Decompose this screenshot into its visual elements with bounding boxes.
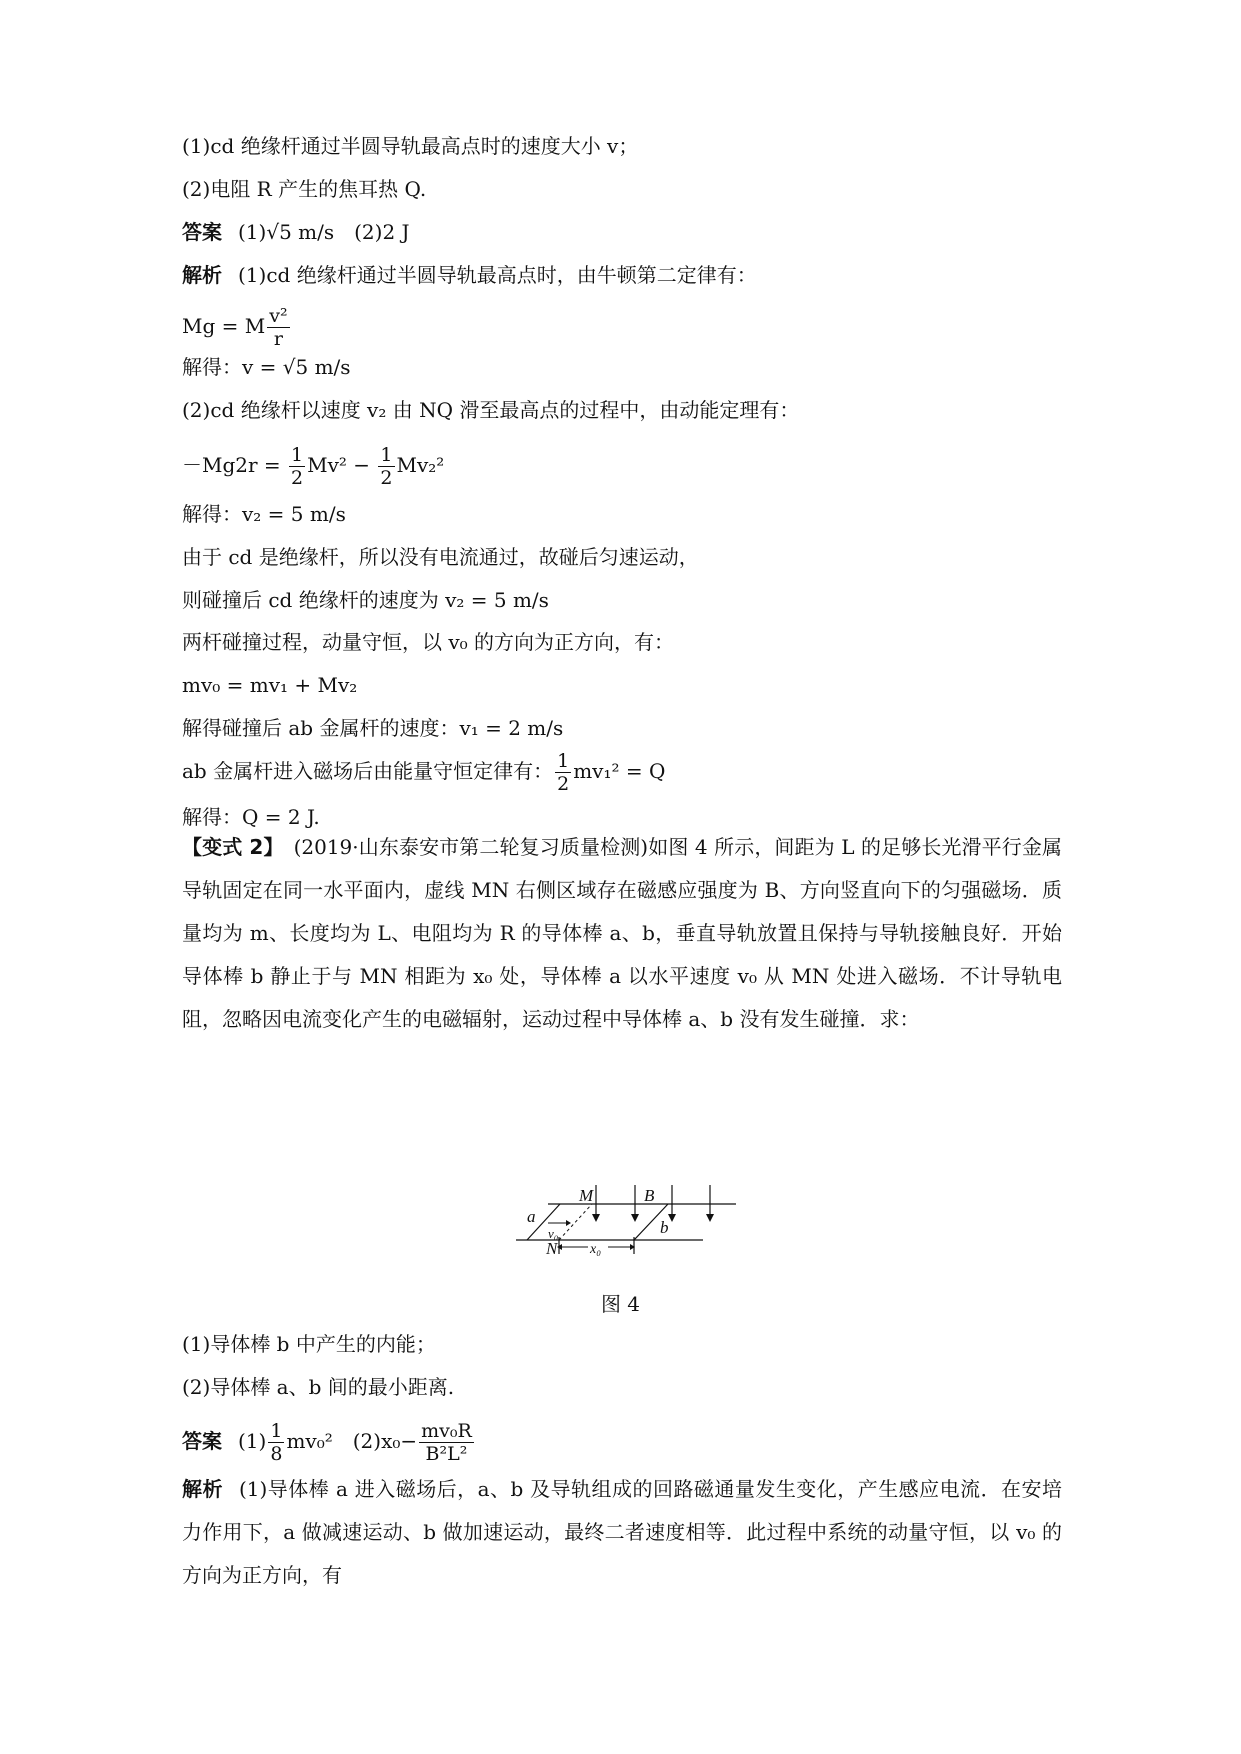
- analysis-text: (1)cd 绝缘杆通过半圆导轨最高点时，由牛顿第二定律有：: [238, 263, 757, 287]
- answer-label: 答案: [182, 220, 222, 244]
- question-4: (2)导体棒 a、b 间的最小距离.: [182, 1375, 455, 1399]
- label-B: B: [644, 1186, 655, 1205]
- analysis-line: (2)cd 绝缘杆以速度 v₂ 由 NQ 滑至最高点的过程中，由动能定理有：: [182, 398, 800, 422]
- label-v0: v₀: [548, 1226, 559, 1241]
- denominator: 2: [291, 467, 304, 489]
- equation-3: [182, 750, 665, 795]
- eq-text: ab 金属杆进入磁场后由能量守恒定律有：: [182, 759, 554, 783]
- analysis-2: [182, 1468, 1062, 1597]
- equation-1: [182, 305, 292, 350]
- numerator: 1: [291, 444, 304, 466]
- question-2: (2)电阻 R 产生的焦耳热 Q.: [182, 177, 427, 201]
- label-x0: x₀: [590, 1242, 602, 1257]
- eq-text: Mg = M: [182, 314, 266, 338]
- figure-4-diagram: [500, 1180, 750, 1270]
- answer-1: [182, 220, 410, 244]
- analysis-line: 则碰撞后 cd 绝缘杆的速度为 v₂ = 5 m/s: [182, 588, 549, 612]
- label-N: N: [546, 1239, 558, 1258]
- answer-label: 答案: [182, 1429, 222, 1453]
- fraction: [555, 750, 571, 795]
- variant-problem: [182, 826, 1062, 1041]
- analysis-line: 两杆碰撞过程，动量守恒，以 v₀ 的方向为正方向，有：: [182, 630, 675, 654]
- fraction: [268, 1420, 284, 1465]
- eq-text: －Mg2r =: [182, 453, 288, 477]
- numerator: 1: [557, 750, 570, 772]
- denominator: r: [273, 328, 283, 350]
- eq-text: mv₁² = Q: [573, 759, 666, 783]
- figure-caption: 图 4: [600, 1292, 641, 1316]
- label-M: M: [579, 1186, 594, 1205]
- analysis-line: mv₀ = mv₁ + Mv₂: [182, 673, 358, 697]
- numerator: 1: [270, 1420, 283, 1442]
- question-3: (1)导体棒 b 中产生的内能；: [182, 1332, 436, 1356]
- analysis-line: 解得：v = √5 m/s: [182, 355, 351, 379]
- analysis-label: 解析: [182, 1477, 223, 1501]
- denominator: B²L²: [425, 1443, 468, 1465]
- label-a: a: [527, 1207, 536, 1226]
- fraction: [289, 444, 305, 489]
- answer-text: (1)√5 m/s (2)2 J: [238, 220, 410, 244]
- analysis-line: [182, 263, 757, 287]
- eq-text: Mv₂²: [396, 453, 445, 477]
- denominator: 8: [270, 1443, 283, 1465]
- answer-2: [182, 1420, 476, 1465]
- variant-text: (2019·山东泰安市第二轮复习质量检测)如图 4 所示，间距为 L 的足够长光滑平行金属导轨固定在同一水平面内，虚线 MN 右侧区域存在磁感应强度为 B、方向竖直向下的匀强磁场．质量均为 m、长度均为 L、电阻均为 R 的导体棒 a、b，垂直导轨放置且保持与导轨接触良好．开始导体棒 b 静止于与 MN 相距为 x₀ 处，导体棒 a 以水平速度 v₀ 从 MN 处进入磁场．不计导轨电阻，忽略因电流变化产生的电磁辐射，运动过程中导体棒 a、b 没有发生碰撞．求：: [182, 835, 1062, 1031]
- numerator: mv₀R: [421, 1420, 472, 1442]
- eq-text: Mv² −: [307, 453, 377, 477]
- numerator: 1: [380, 444, 393, 466]
- fraction: [378, 444, 394, 489]
- variant-label: 【变式 2】: [182, 835, 284, 859]
- denominator: 2: [557, 773, 570, 795]
- analysis-line: 解得：Q = 2 J.: [182, 805, 320, 829]
- analysis-line: 解得：v₂ = 5 m/s: [182, 502, 346, 526]
- eq-text: (1): [238, 1429, 267, 1453]
- analysis-line: 由于 cd 是绝缘杆，所以没有电流通过，故碰后匀速运动，: [182, 545, 699, 569]
- analysis-line: 解得碰撞后 ab 金属杆的速度：v₁ = 2 m/s: [182, 716, 564, 740]
- analysis-text: (1)导体棒 a 进入磁场后，a、b 及导轨组成的回路磁通量发生变化，产生感应电流．在安培力作用下，a 做减速运动、b 做加速运动，最终二者速度相等．此过程中系统的动量守恒，以 v₀ 的方向为正方向，有: [182, 1477, 1062, 1587]
- label-b: b: [660, 1218, 669, 1237]
- denominator: 2: [380, 467, 393, 489]
- question-1: (1)cd 绝缘杆通过半圆导轨最高点时的速度大小 v；: [182, 134, 639, 158]
- fraction: [267, 305, 289, 350]
- numerator: v²: [269, 305, 288, 327]
- eq-text: mv₀² (2)x₀−: [286, 1429, 418, 1453]
- fraction: [419, 1420, 474, 1465]
- equation-2: [182, 444, 444, 489]
- analysis-label: 解析: [182, 263, 222, 287]
